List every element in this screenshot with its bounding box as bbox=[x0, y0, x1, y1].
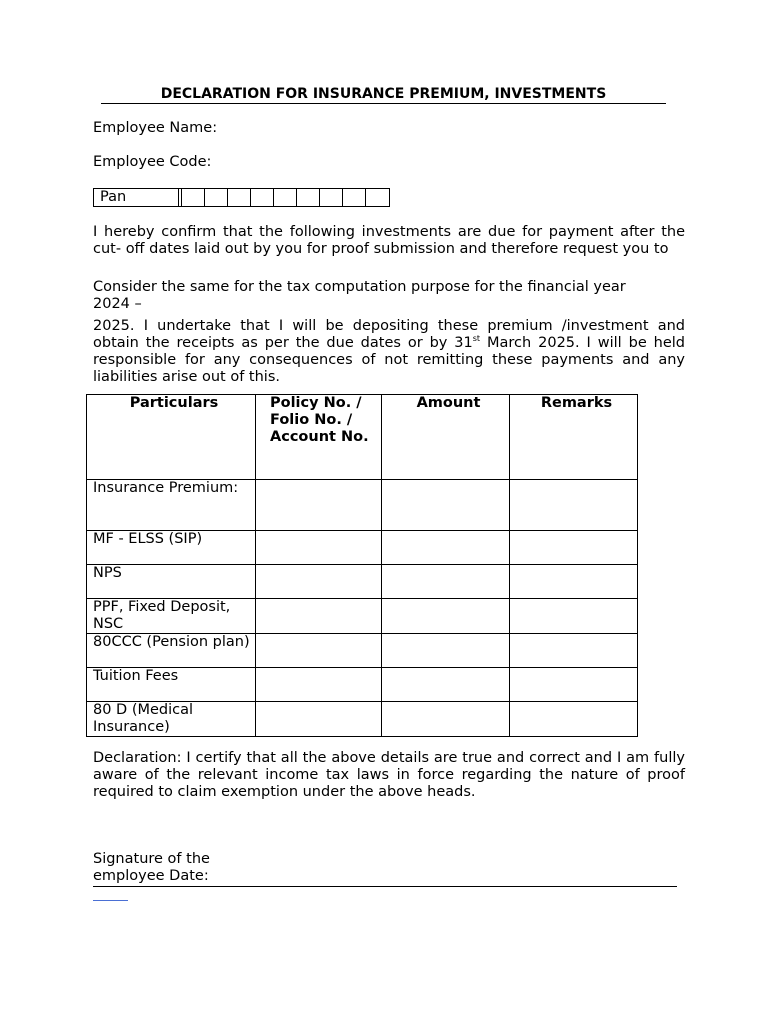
pan-field[interactable] bbox=[93, 188, 390, 207]
undertaking-text-end: March 2025. I will be held responsible for any consequences of not remitting these payments and any liabilities arise out of this. bbox=[93, 335, 686, 385]
remarks-cell[interactable] bbox=[510, 565, 638, 599]
pan-label: Pan bbox=[94, 189, 179, 206]
remarks-cell[interactable] bbox=[510, 668, 638, 702]
pan-char-box[interactable] bbox=[205, 189, 228, 206]
table-row bbox=[87, 565, 638, 599]
financial-year-line-1: Consider the same for the tax computation purpose for the financial year bbox=[93, 279, 626, 295]
pan-char-box[interactable] bbox=[320, 189, 343, 206]
undertaking-text-start: 2025. I undertake that I will be depositing these premium /investment and obtain the receipts as per the due dates or by 31 bbox=[93, 318, 685, 351]
pan-char-box[interactable] bbox=[343, 189, 366, 206]
policy-number-cell[interactable] bbox=[256, 531, 382, 565]
amount-cell[interactable] bbox=[382, 480, 510, 531]
table-row bbox=[87, 599, 638, 634]
employee-code-label: Employee Code: bbox=[93, 154, 212, 170]
signature-block bbox=[93, 851, 210, 885]
amount-cell[interactable] bbox=[382, 634, 510, 668]
table-row bbox=[87, 531, 638, 565]
policy-number-cell[interactable] bbox=[256, 599, 382, 634]
amount-cell[interactable] bbox=[382, 668, 510, 702]
policy-number-cell[interactable] bbox=[256, 634, 382, 668]
row-label: NPS bbox=[87, 565, 256, 599]
policy-number-cell[interactable] bbox=[256, 565, 382, 599]
policy-number-cell[interactable] bbox=[256, 480, 382, 531]
row-label: MF - ELSS (SIP) bbox=[87, 531, 256, 565]
signature-line[interactable] bbox=[93, 886, 677, 887]
pan-char-box[interactable] bbox=[366, 189, 389, 206]
remarks-cell[interactable] bbox=[510, 634, 638, 668]
pan-char-box[interactable] bbox=[274, 189, 297, 206]
row-label: Insurance Premium: bbox=[87, 480, 256, 531]
amount-cell[interactable] bbox=[382, 531, 510, 565]
ordinal-superscript: st bbox=[472, 334, 481, 343]
amount-cell[interactable] bbox=[382, 599, 510, 634]
pan-char-box[interactable] bbox=[182, 189, 205, 206]
financial-year-line-2: 2024 – bbox=[93, 296, 142, 312]
header-remarks: Remarks bbox=[510, 395, 638, 480]
row-label: 80CCC (Pension plan) bbox=[87, 634, 256, 668]
pan-char-box[interactable] bbox=[297, 189, 320, 206]
table-row bbox=[87, 480, 638, 531]
investments-table bbox=[86, 394, 638, 737]
remarks-cell[interactable] bbox=[510, 599, 638, 634]
table-header-row bbox=[87, 395, 638, 480]
policy-number-cell[interactable] bbox=[256, 702, 382, 737]
row-label: Tuition Fees bbox=[87, 668, 256, 702]
row-label: PPF, Fixed Deposit, NSC bbox=[87, 599, 256, 634]
financial-year-paragraph bbox=[93, 279, 694, 313]
pan-char-box[interactable] bbox=[228, 189, 251, 206]
remarks-cell[interactable] bbox=[510, 480, 638, 531]
header-policy-number: Policy No. / Folio No. / Account No. bbox=[256, 395, 382, 480]
confirmation-paragraph: I hereby confirm that the following investments are due for payment after the cut- off dates laid out by you for proof submission and therefore request you to bbox=[93, 224, 685, 257]
remarks-cell[interactable] bbox=[510, 531, 638, 565]
header-amount: Amount bbox=[382, 395, 510, 480]
document-title: DECLARATION FOR INSURANCE PREMIUM, INVESTMENTS bbox=[101, 86, 666, 104]
row-label: 80 D (Medical Insurance) bbox=[87, 702, 256, 737]
amount-cell[interactable] bbox=[382, 565, 510, 599]
employee-name-label: Employee Name: bbox=[93, 120, 218, 136]
pan-char-box[interactable] bbox=[251, 189, 274, 206]
blue-underline-mark bbox=[93, 900, 128, 901]
policy-number-cell[interactable] bbox=[256, 668, 382, 702]
declaration-paragraph: Declaration: I certify that all the above details are true and correct and I am fully aware of the relevant income tax laws in force regarding the nature of proof required to claim exemption under the above heads. bbox=[93, 750, 685, 800]
amount-cell[interactable] bbox=[382, 702, 510, 737]
undertaking-paragraph bbox=[93, 318, 685, 386]
table-row bbox=[87, 702, 638, 737]
table-row bbox=[87, 668, 638, 702]
signature-date-label: employee Date: bbox=[93, 868, 209, 884]
remarks-cell[interactable] bbox=[510, 702, 638, 737]
table-row bbox=[87, 634, 638, 668]
signature-label: Signature of the bbox=[93, 851, 210, 867]
header-particulars: Particulars bbox=[87, 395, 256, 480]
